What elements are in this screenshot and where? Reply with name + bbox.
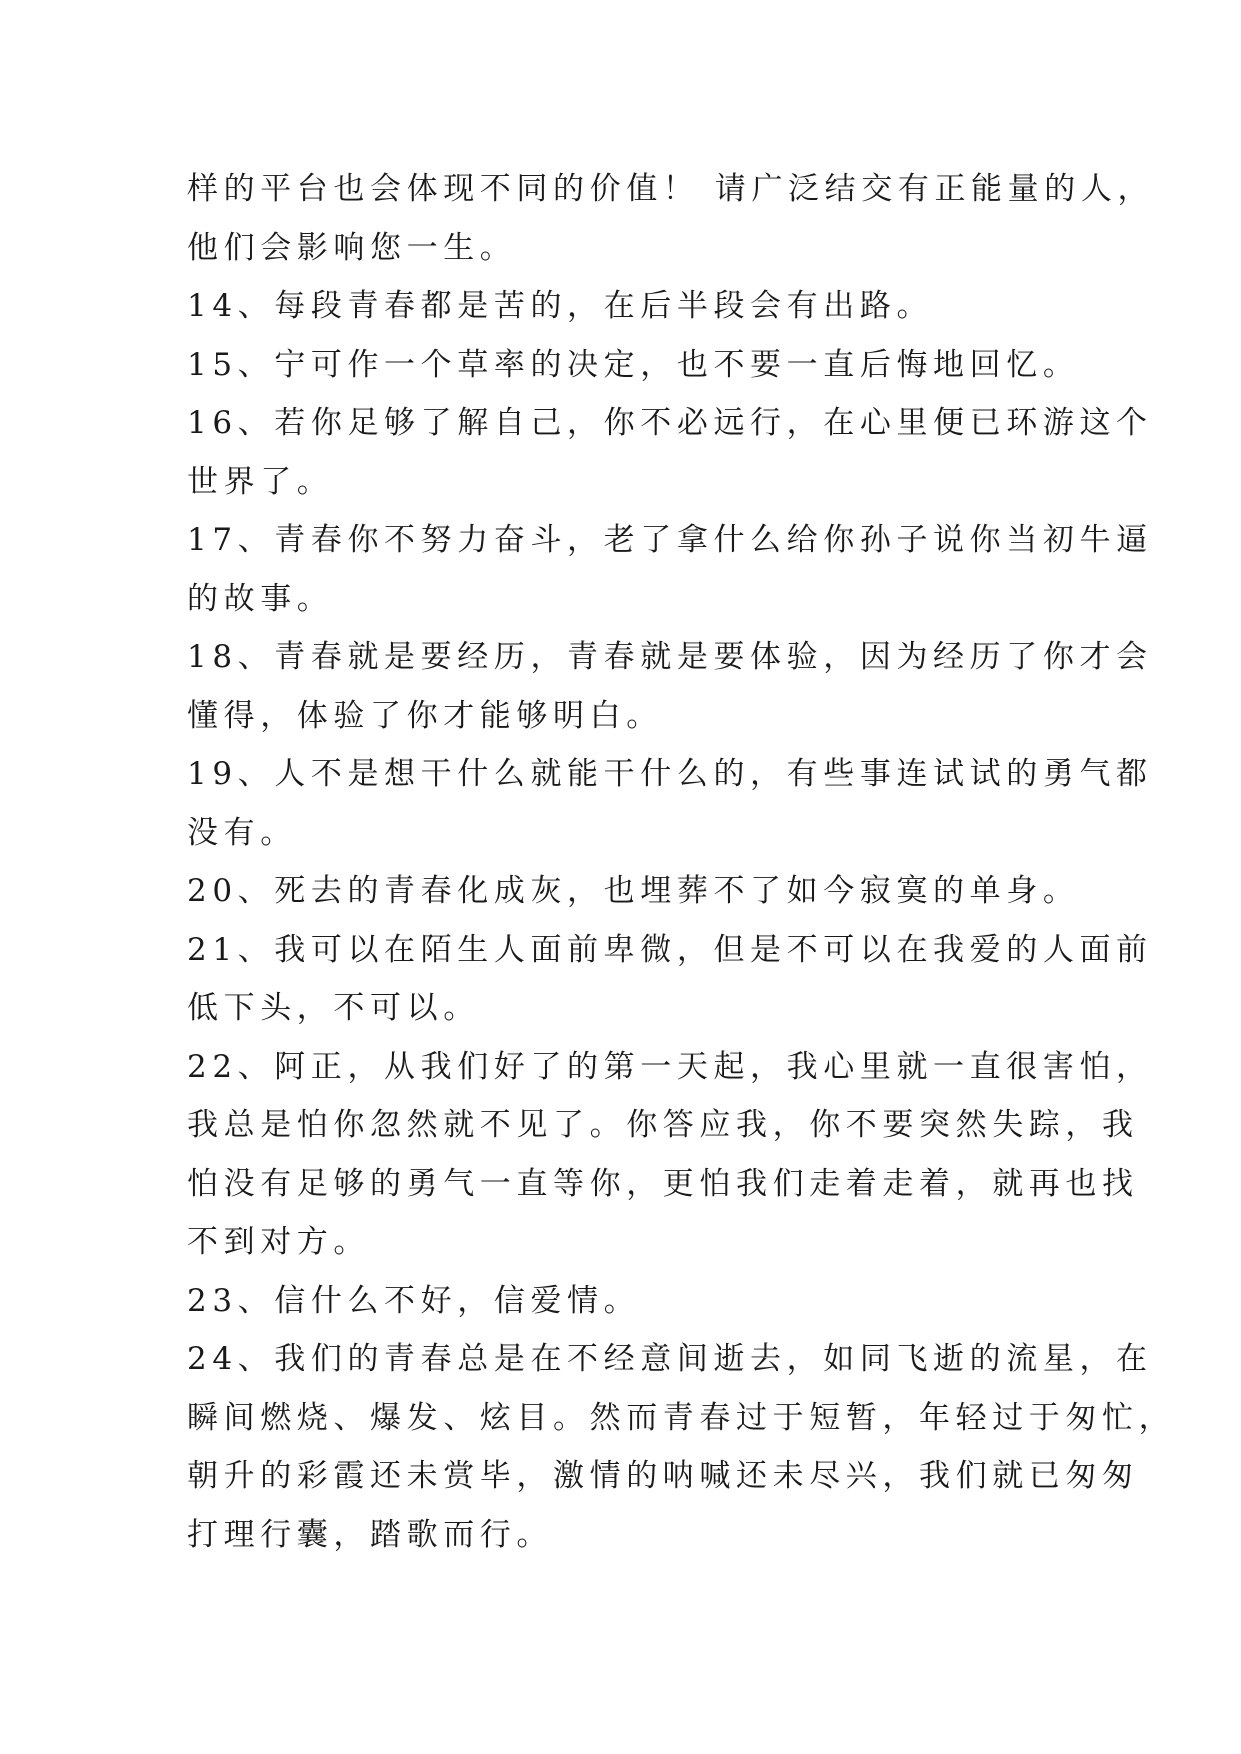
text-line: 没有。	[187, 814, 297, 851]
text-line: 15、宁可作一个草率的决定，也不要一直后悔地回忆。	[187, 346, 1080, 383]
text-line: 21、我可以在陌生人面前卑微，但是不可以在我爱的人面前	[187, 931, 1153, 968]
text-line: 16、若你足够了解自己，你不必远行，在心里便已环游这个	[187, 405, 1153, 441]
text-line: 打理行囊，踏歌而行。	[187, 1516, 553, 1553]
text-line: 朝升的彩霞还未赏毕，激情的呐喊还未尽兴，我们就已匆匆	[187, 1458, 1139, 1494]
text-line: 18、青春就是要经历，青春就是要体验，因为经历了你才会	[187, 639, 1153, 675]
text-line: 的故事。	[187, 580, 334, 617]
text-line: 19、人不是想干什么就能干什么的，有些事连试试的勇气都	[187, 756, 1153, 792]
text-line: 怕没有足够的勇气一直等你，更怕我们走着走着，就再也找	[187, 1165, 1139, 1202]
text-line: 不到对方。	[187, 1224, 370, 1260]
text-line: 23、信什么不好，信爱情。	[187, 1282, 641, 1319]
text-line: 懂得，体验了你才能够明白。	[187, 697, 663, 734]
text-line: 他们会影响您一生。	[187, 229, 517, 266]
text-line: 瞬间燃烧、爆发、炫目。然而青春过于短暂，年轻过于匆忙，	[187, 1399, 1176, 1436]
text-line: 14、每段青春都是苦的，在后半段会有出路。	[187, 288, 934, 324]
text-line: 我总是怕你忽然就不见了。你答应我，你不要突然失踪，我	[187, 1107, 1139, 1143]
text-line: 20、死去的青春化成灰，也埋葬不了如今寂寞的单身。	[187, 873, 1080, 909]
text-line: 17、青春你不努力奋斗，老了拿什么给你孙子说你当初牛逼	[187, 522, 1153, 558]
text-line: 低下头，不可以。	[187, 990, 480, 1026]
text-line: 22、阿正，从我们好了的第一天起，我心里就一直很害怕，	[187, 1048, 1153, 1085]
document-body	[187, 160, 1176, 1564]
text-line: 世界了。	[187, 463, 334, 500]
text-line: 24、我们的青春总是在不经意间逝去，如同飞逝的流星，在	[187, 1341, 1153, 1377]
text-line: 样的平台也会体现不同的价值！ 请广泛结交有正能量的人，	[187, 171, 1155, 207]
